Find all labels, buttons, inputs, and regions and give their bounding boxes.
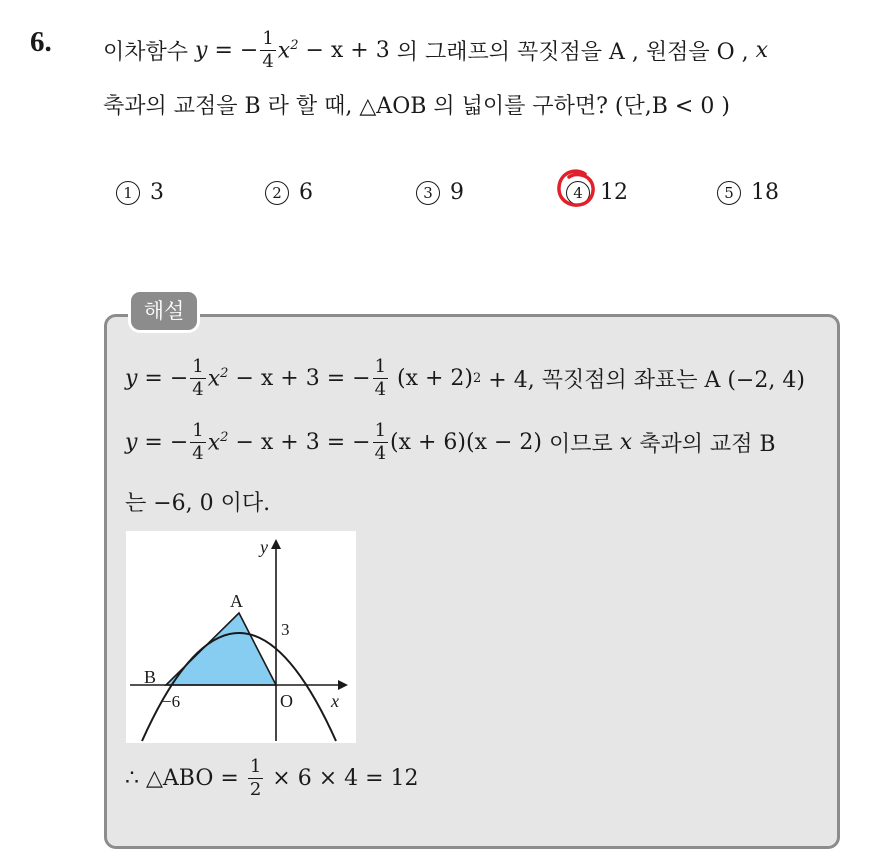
choice-2-number-icon: 2 — [265, 181, 289, 205]
sol2-fraction-a — [190, 422, 205, 463]
solution-conclusion — [125, 758, 419, 799]
solution-badge: 해설 — [128, 289, 200, 333]
choice-2-value: 6 — [299, 180, 313, 205]
fraction-denominator: 4 — [262, 51, 274, 72]
choice-3[interactable] — [416, 180, 464, 205]
function-lhs: y = − — [195, 38, 259, 63]
question-fraction — [260, 30, 275, 71]
fraction-numerator: 1 — [374, 420, 387, 441]
sol2-fraction-b — [373, 422, 388, 463]
graph-label-a: A — [230, 591, 243, 611]
sol3-text: 는 −6, 0 이다. — [125, 491, 271, 516]
fraction-denominator: 4 — [192, 443, 204, 464]
conclusion-fraction — [248, 758, 263, 799]
sol1-fraction-b — [373, 358, 388, 399]
fraction-numerator: 1 — [374, 356, 387, 377]
question-line-1 — [103, 30, 768, 71]
conclusion-lhs: ∴ △ABO = — [125, 766, 239, 791]
sol2-lhs: y = − — [125, 430, 189, 455]
answer-circle-mark-icon — [555, 168, 597, 210]
choice-4-number-icon: 4 — [566, 181, 590, 205]
choice-5-value: 18 — [751, 180, 779, 205]
parabola-graph — [126, 531, 356, 743]
fraction-denominator: 4 — [374, 379, 387, 400]
question-line-2 — [103, 89, 730, 120]
choice-1-number-icon: 1 — [116, 181, 140, 205]
sol2-mid: − x + 3 = − — [235, 430, 371, 455]
sol2-factors: (x + 6)(x − 2) — [390, 430, 542, 455]
x-squared: $x^2$ — [207, 429, 229, 456]
question-var: x — [755, 38, 769, 63]
graph-label-o: O — [280, 691, 293, 711]
sol2-connector: 이므로 — [549, 432, 613, 457]
function-rest: − x + 3 — [305, 38, 390, 63]
graph-label-3: 3 — [281, 620, 290, 639]
choice-1-value: 3 — [150, 180, 164, 205]
choice-5-number-icon: 5 — [717, 181, 741, 205]
x-squared: $x^2$ — [207, 365, 229, 392]
fraction-numerator: 1 — [262, 28, 274, 49]
graph-label-b: B — [144, 667, 157, 687]
x-squared: $x^2$ — [277, 37, 299, 64]
question-line1-tail: 의 그래프의 꼭짓점을 A , 원점을 O , — [396, 40, 749, 65]
solution-line-2 — [125, 422, 776, 463]
fraction-denominator: 4 — [192, 379, 204, 400]
question-number: 6. — [30, 26, 52, 58]
choice-2[interactable] — [265, 180, 313, 205]
fraction-numerator: 1 — [249, 756, 262, 777]
sol1-lhs: y = − — [125, 366, 189, 391]
choice-5[interactable] — [717, 180, 779, 205]
sol1-mid: − x + 3 = − — [235, 366, 371, 391]
fraction-denominator: 4 — [374, 443, 387, 464]
choice-4-value: 12 — [600, 180, 628, 205]
choice-1[interactable] — [116, 180, 164, 205]
sol2-tail: 축과의 교점 B — [639, 432, 776, 457]
choice-3-value: 9 — [450, 180, 464, 205]
solution-line-1: y = − $\frac{1}{4}$ $x^2$ − x + 3 = − $\frac{1}{4}$ (x + 2) 2 + 4, 꼭짓점의 좌표는 A (−2, 4) — [125, 356, 805, 400]
sol1-fraction-a — [190, 358, 205, 399]
graph-label-x: x — [331, 691, 339, 711]
fraction-numerator: 1 — [192, 356, 204, 377]
question-lead: 이차함수 — [103, 40, 189, 65]
sol1-tail: + 4, 꼭짓점의 좌표는 A (−2, 4) — [488, 368, 805, 393]
choice-3-number-icon: 3 — [416, 181, 440, 205]
fraction-numerator: 1 — [192, 420, 204, 441]
graph-label-minus6: −6 — [162, 692, 181, 711]
solution-line-3 — [125, 486, 270, 517]
fraction-denominator: 2 — [249, 779, 262, 800]
question-line2-text: 축과의 교점을 B 라 할 때, △AOB 의 넓이를 구하면? (단,B < 0 ) — [103, 94, 730, 119]
graph-label-y: y — [260, 537, 268, 557]
sol2-var: x — [619, 430, 633, 455]
conclusion-rhs: × 6 × 4 = 12 — [272, 766, 419, 791]
sol1-factor: (x + 2) — [397, 366, 474, 391]
